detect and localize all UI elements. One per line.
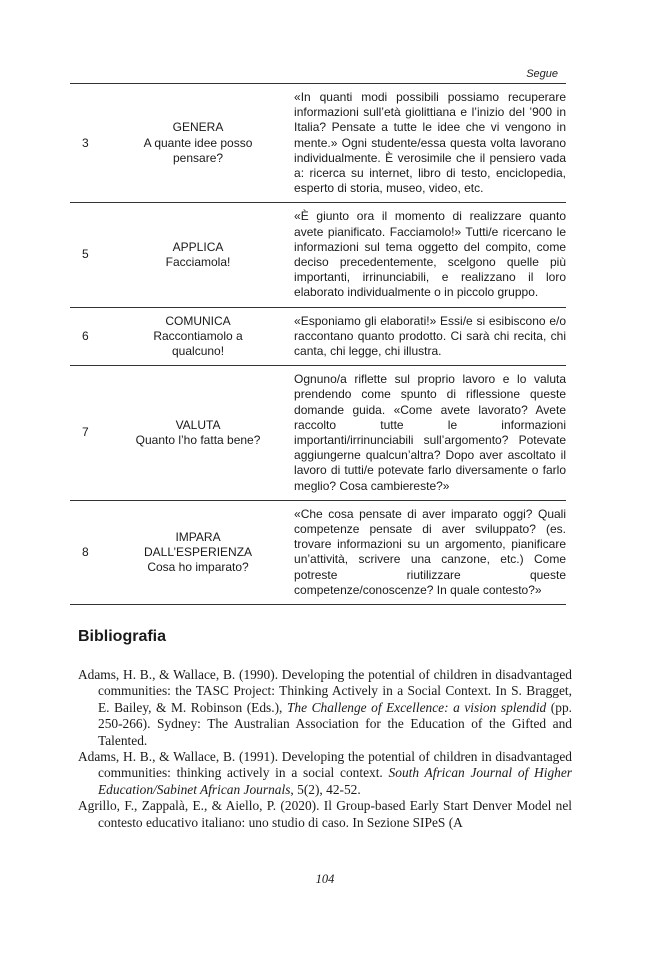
bibliography-list: [78, 667, 572, 831]
phase-cell: [108, 307, 288, 366]
table-row: [70, 203, 566, 307]
row-number: 8: [70, 500, 108, 604]
phases-table: [70, 83, 566, 605]
phase-question: Quanto l’ho fatta bene?: [135, 433, 261, 448]
bibliography-heading: Bibliografia: [78, 628, 167, 645]
reference-entry: [78, 798, 572, 831]
phase-name: COMUNICA: [165, 313, 231, 328]
row-number: 3: [70, 84, 108, 203]
page-number: 104: [315, 872, 335, 886]
reference-title: The Challenge of Excellence: a vision splendid: [286, 699, 547, 715]
phase-name: IMPARA DALL’ESPERIENZA: [144, 529, 253, 559]
phase-description: «Esponiamo gli elaborati!» Essi/e si esibiscono e/o raccontano quanto prodotto. Ci sarà chi recita, chi canta, chi legge, chi illustra.: [288, 307, 566, 366]
phase-cell: [108, 366, 288, 501]
phase-question: Cosa ho imparato?: [147, 560, 249, 575]
phase-name: VALUTA: [175, 417, 221, 432]
phase-cell: [108, 84, 288, 203]
reference-text: (pp. 250-266). Sydney: The Australian Association for the Education of the Gifted and Talented.: [98, 699, 572, 748]
reference-entry: [78, 749, 572, 798]
phase-description: «In quanti modi possibili possiamo recuperare informazioni sull’età giolittiana e l’inizio del ’900 in Italia? Pensate a tutte le idee che vi vengono in mente.» Ogni studente/essa questa volta lavorano individualmente. È verosimile che il pensiero vada a: ricerca su internet, libro di testo, enciclopedia, esperto di storia, museo, video, etc.: [288, 84, 566, 203]
reference-text: Adams, H. B., & Wallace, B. (1991). Developing the potential of children in disadvantaged communities: thinking actively in a social context.: [78, 749, 572, 781]
phase-description: «Che cosa pensate di aver imparato oggi? Quali competenze pensate di aver sviluppato? (es. trovare informazioni su un argomento, pianificare un’attività, scrivere una canzone, etc.) Come potreste riutilizzare queste competenze/conoscenze? In quale contesto?»: [288, 500, 566, 604]
phase-description: Ognuno/a riflette sul proprio lavoro e lo valuta prendendo come spunto di riflessione queste domande guida. «Come avete lavorato? Avete raccolto tutte le informazioni importanti/irrinunciabili sull’argomento? Potevate aggiungerne qualcun’altra? Dopo aver ascoltato il lavoro di tutti/e potevate farlo diversamente o farlo meglio? Cosa cambiereste?»: [288, 366, 566, 501]
reference-text: , 5(2), 42-52.: [290, 781, 361, 797]
reference-title: South African Journal of Higher Education/Sabinet African Journals: [98, 765, 572, 797]
row-number: 5: [70, 203, 108, 307]
table-row: [70, 500, 566, 604]
reference-text: Agrillo, F., Zappalà, E., & Aiello, P. (2020). Il Group-based Early Start Denver Model nel contesto educativo italiano: uno studio di caso. In Sezione SIPeS (A: [78, 798, 572, 830]
phase-description: «È giunto ora il momento di realizzare quanto avete pianificato. Facciamolo!» Tutti/e ricercano le informazioni sul tema oggetto del compito, come deciso precedentemente, scelgono quelle più importanti, irrinunciabili, e realizzano il loro elaborato individualmente o in piccolo gruppo.: [288, 203, 566, 307]
phase-name: GENERA: [172, 120, 224, 135]
phase-question: A quante idee posso pensare?: [143, 135, 253, 165]
reference-entry: [78, 667, 572, 749]
row-number: 6: [70, 307, 108, 366]
phase-question: Raccontiamolo a qualcuno!: [153, 328, 243, 359]
table-row: [70, 84, 566, 203]
phase-name: APPLICA: [172, 239, 224, 254]
phase-cell: [108, 203, 288, 307]
reference-text: Adams, H. B., & Wallace, B. (1990). Developing the potential of children in disadvantaged communities: the TASC Project: Thinking Actively in a Social Context. In S. Bragget, E. Bailey, & M. Robinson (Eds.),: [78, 667, 572, 715]
phase-cell: [108, 500, 288, 604]
table-row: [70, 366, 566, 501]
table-row: [70, 307, 566, 366]
phase-question: Facciamola!: [165, 255, 231, 270]
continued-label: Segue: [526, 68, 558, 80]
row-number: 7: [70, 366, 108, 501]
